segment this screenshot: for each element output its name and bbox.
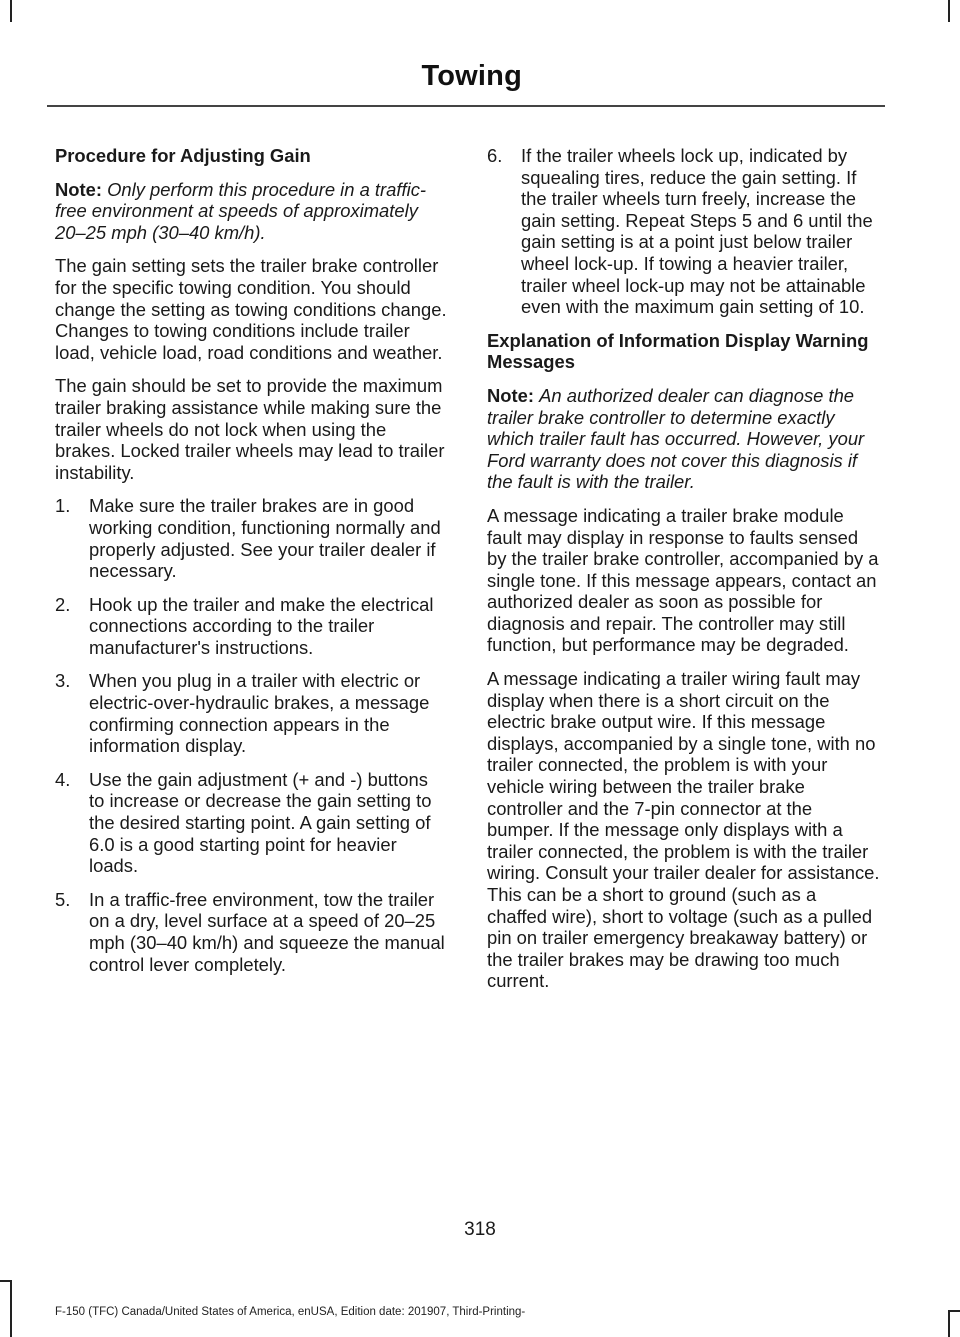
- step-text: Make sure the trailer brakes are in good working condition, functioning normally and properly adjusted. See your trailer dealer if necessary.: [89, 495, 441, 582]
- crop-mark-bottom-right-horizontal: [948, 1310, 960, 1312]
- note-paragraph: [487, 385, 881, 493]
- step-number: 5.: [55, 888, 71, 910]
- step-number: 4.: [55, 768, 71, 790]
- list-item: [55, 670, 447, 756]
- crop-mark-bottom-left-vertical: [10, 1280, 12, 1337]
- note-paragraph: [55, 179, 447, 244]
- step-text: In a traffic-free environment, tow the trailer on a dry, level surface at a speed of 20–25 mph (30–40 km/h) and squeeze the manual control lever completely.: [89, 888, 445, 975]
- header-divider: [47, 105, 885, 107]
- crop-mark-bottom-left-horizontal: [0, 1280, 12, 1282]
- edition-footer: F-150 (TFC) Canada/United States of America, enUSA, Edition date: 201907, Third-Printing-: [55, 1306, 526, 1318]
- left-column: [55, 145, 447, 987]
- list-item: [55, 889, 447, 975]
- paragraph-gain-setting: The gain setting sets the trailer brake controller for the specific towing condition. You should change the setting as towing conditions change. Changes to towing conditions include trailer load, vehicle load, road conditions and weather.: [55, 255, 447, 363]
- step-number: 2.: [55, 593, 71, 615]
- crop-mark-top-left: [10, 0, 12, 22]
- step-text: Use the gain adjustment (+ and -) buttons to increase or decrease the gain setting to the desired starting point. A gain setting of 6.0 is a good starting point for heavier loads.: [89, 768, 432, 877]
- section-heading-warning-messages: Explanation of Information Display Warning Messages: [487, 329, 869, 373]
- step-text: If the trailer wheels lock up, indicated by squealing tires, reduce the gain setting. If the trailer wheels turn freely, increase the gain setting. Repeat Steps 5 and 6 until the gain setting is at a point just below trailer wheel lock-up. If towing a heavier trailer, trailer wheel lock-up may not be attainable even with the maximum gain setting of 10.: [521, 145, 873, 318]
- step-text: Hook up the trailer and make the electrical connections according to the trailer manufacturer's instructions.: [89, 593, 434, 658]
- step-text: When you plug in a trailer with electric or electric-over-hydraulic brakes, a message confirming connection appears in the information display.: [89, 670, 430, 757]
- list-item: [55, 594, 447, 659]
- crop-mark-bottom-right-vertical: [948, 1310, 950, 1337]
- note-label: Note:: [487, 384, 534, 406]
- note-text: An authorized dealer can diagnose the trailer brake controller to determine exactly which trailer fault has occurred. However, your Ford warranty does not cover this diagnosis if the fault is with the trailer.: [487, 384, 865, 493]
- step-number: 6.: [487, 145, 503, 166]
- step-number: 1.: [55, 495, 71, 517]
- page-title: Towing: [421, 60, 522, 92]
- step-number: 3.: [55, 670, 71, 692]
- procedure-steps: [55, 495, 447, 975]
- crop-mark-top-right: [948, 0, 950, 22]
- list-item: [487, 145, 881, 318]
- right-column: [487, 145, 881, 1004]
- paragraph-wiring-fault: A message indicating a trailer wiring fault may display when there is a short circuit on the electric brake output wire. If this message displays, accompanied by a single tone, with no trailer connected, the problem is with your vehicle wiring between the trailer brake controller and the 7-pin connector at the bumper. If the message only displays with a trailer connected, the problem is with the trailer wiring. Consult your trailer dealer for assistance. This can be a short to ground (such as a chaffed wire), short to voltage (such as a pulled pin on trailer emergency breakaway battery) or the trailer brakes may be drawing too much current.: [487, 668, 880, 992]
- page-number: 318: [464, 1219, 496, 1240]
- paragraph-brake-module-fault: A message indicating a trailer brake module fault may display in response to faults sensed by the trailer brake controller, accompanied by a single tone. If this message appears, contact an authorized dealer as soon as possible for diagnosis and repair. The controller may still function, but performance may be degraded.: [487, 504, 879, 656]
- note-text: Only perform this procedure in a traffic-free environment at speeds of approximately 20–25 mph (30–40 km/h).: [55, 178, 427, 243]
- list-item: [55, 769, 447, 877]
- note-label: Note:: [55, 178, 102, 200]
- procedure-steps-continued: [487, 145, 881, 318]
- section-heading-adjusting-gain: Procedure for Adjusting Gain: [55, 145, 311, 166]
- paragraph-gain-assistance: The gain should be set to provide the maximum trailer braking assistance while making sure the trailer wheels do not lock when using the brakes. Locked trailer wheels may lead to trailer instability.: [55, 375, 445, 483]
- list-item: [55, 495, 447, 581]
